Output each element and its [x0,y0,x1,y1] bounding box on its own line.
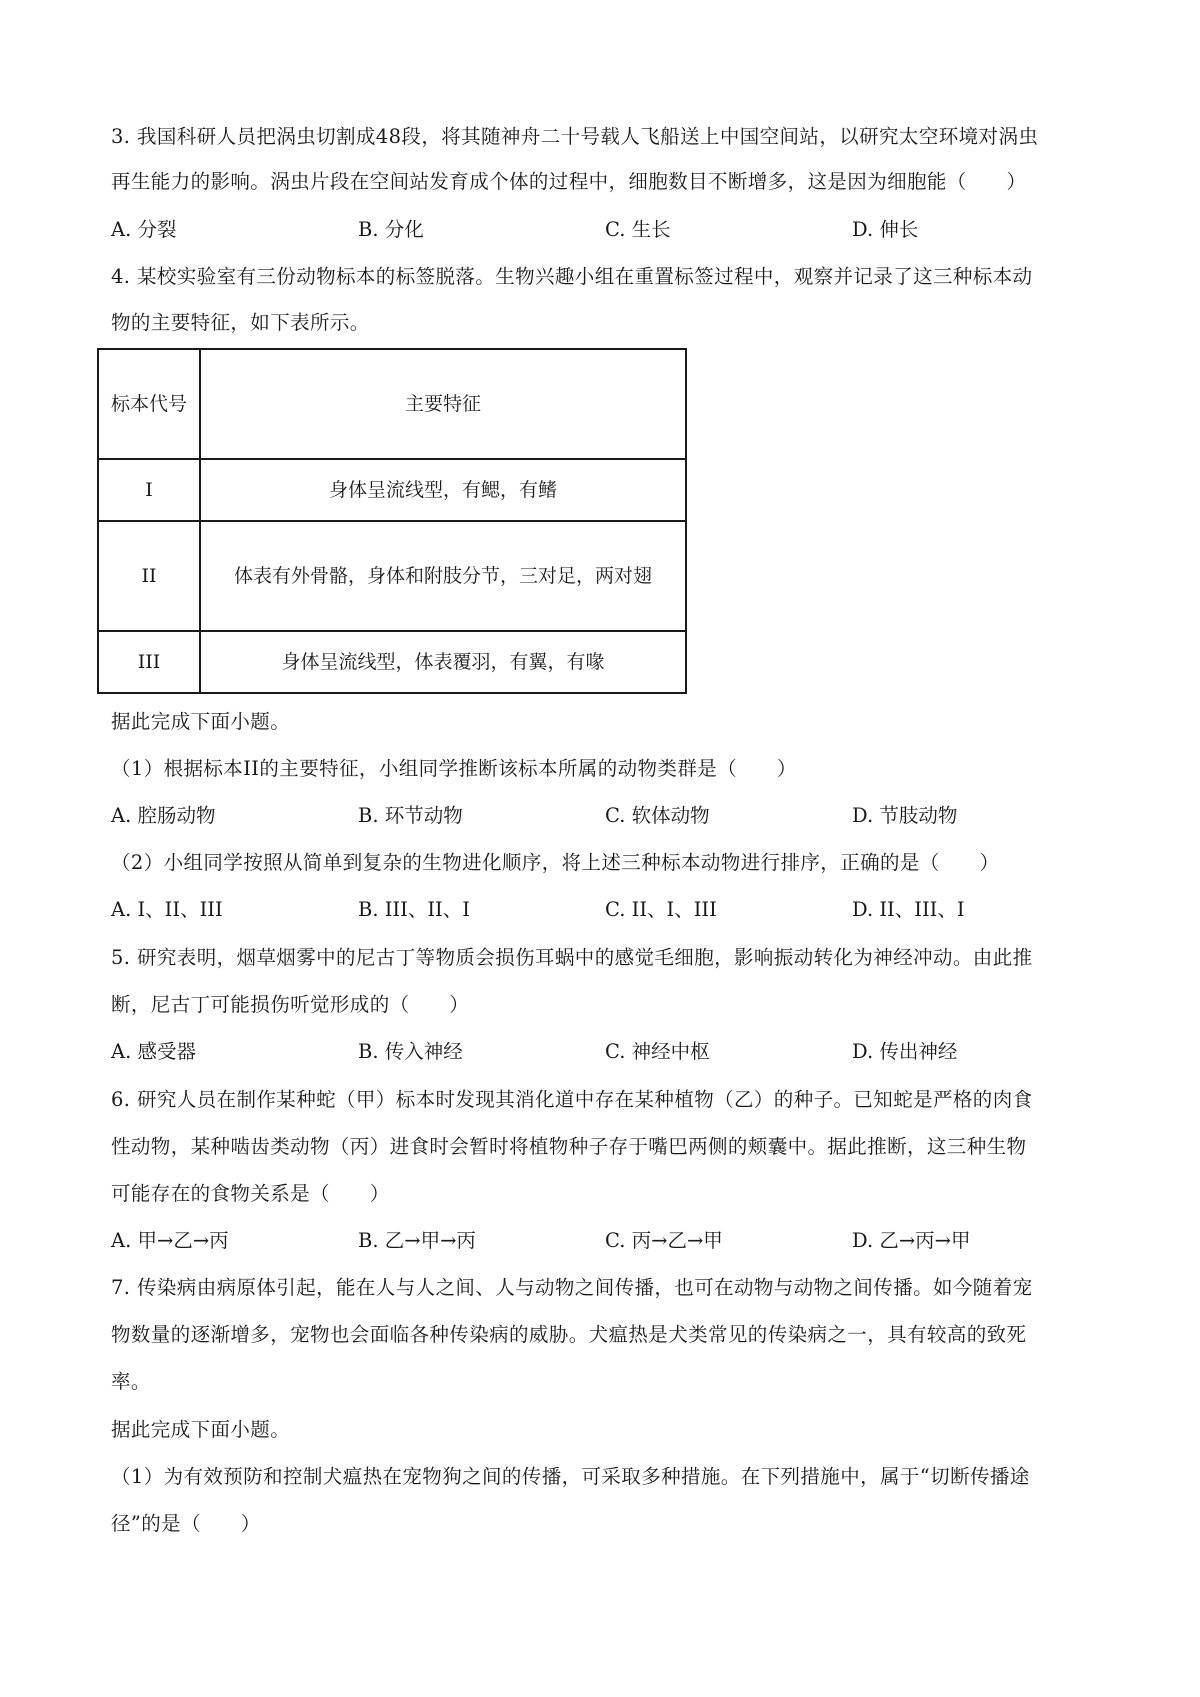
q4-sub1-option-a[interactable]: A. 腔肠动物 [111,804,216,827]
table-cell-code: III [98,631,200,693]
table-cell-code: II [98,521,200,631]
q7-sub1-stem-line-1: （1）为有效预防和控制犬瘟热在宠物狗之间的传播，可采取多种措施。在下列措施中，属于“切断传播途 [111,1465,1030,1488]
q6-option-c[interactable]: C. 丙→乙→甲 [605,1229,723,1252]
q4-sub1-option-c[interactable]: C. 软体动物 [605,804,710,827]
q4-instruction: 据此完成下面小题。 [111,710,291,733]
q3-option-a[interactable]: A. 分裂 [111,218,177,241]
q7-stem-line-2: 物数量的逐渐增多，宠物也会面临各种传染病的威胁。犬瘟热是犬类常见的传染病之一，具有较高的致死 [111,1323,1027,1346]
q3-option-b[interactable]: B. 分化 [358,218,424,241]
q5-option-c[interactable]: C. 神经中枢 [605,1040,710,1063]
table-cell-code: I [98,459,200,521]
specimen-table [97,348,687,694]
q5-stem-line-2: 断，尼古丁可能损伤听觉形成的（ ） [111,993,470,1016]
table-header-code: 标本代号 [98,349,200,459]
q6-option-d[interactable]: D. 乙→丙→甲 [852,1229,971,1252]
table-row [98,631,686,693]
q6-stem-line-3: 可能存在的食物关系是（ ） [111,1182,390,1205]
q6-option-b[interactable]: B. 乙→甲→丙 [358,1229,476,1252]
q6-options [111,1229,1101,1253]
q5-option-b[interactable]: B. 传入神经 [358,1040,463,1063]
q6-stem-line-1: 6. 研究人员在制作某种蛇（甲）标本时发现其消化道中存在某种植物（乙）的种子。已知蛇是严格的肉食 [111,1088,1033,1111]
q3-option-c[interactable]: C. 生长 [605,218,671,241]
q4-stem-line-1: 4. 某校实验室有三份动物标本的标签脱落。生物兴趣小组在重置标签过程中，观察并记录了这三种标本动 [111,265,1033,288]
q3-options [111,218,1101,242]
q5-options [111,1040,1101,1064]
table-header-feature: 主要特征 [200,349,686,459]
q4-sub1-stem: （1）根据标本II的主要特征，小组同学推断该标本所属的动物类群是（ ） [111,757,797,780]
q3-option-d[interactable]: D. 伸长 [852,218,919,241]
table-row [98,459,686,521]
q4-sub2-stem: （2）小组同学按照从简单到复杂的生物进化顺序，将上述三种标本动物进行排序，正确的是（ ） [111,851,1000,874]
table-cell-feature: 体表有外骨骼，身体和附肢分节，三对足，两对翅 [200,521,686,631]
q6-stem-line-2: 性动物，某种啮齿类动物（丙）进食时会暂时将植物种子存于嘴巴两侧的颊囊中。据此推断，这三种生物 [111,1135,1027,1158]
q4-sub2-option-c[interactable]: C. II、I、III [605,898,717,921]
q7-instruction: 据此完成下面小题。 [111,1418,291,1441]
q5-option-d[interactable]: D. 传出神经 [852,1040,958,1063]
q5-stem-line-1: 5. 研究表明，烟草烟雾中的尼古丁等物质会损伤耳蜗中的感觉毛细胞，影响振动转化为神经冲动。由此推 [111,946,1033,969]
q4-sub2-option-d[interactable]: D. II、III、I [852,898,965,921]
q4-stem-line-2: 物的主要特征，如下表所示。 [111,311,370,334]
q4-sub1-options [111,804,1101,828]
table-header-row [98,349,686,459]
q4-sub2-option-a[interactable]: A. I、II、III [111,898,223,921]
q4-sub1-option-b[interactable]: B. 环节动物 [358,804,463,827]
q7-stem-line-3: 率。 [111,1370,151,1393]
table-cell-feature: 身体呈流线型，有鳃，有鳍 [200,459,686,521]
q5-option-a[interactable]: A. 感受器 [111,1040,196,1063]
q4-sub1-option-d[interactable]: D. 节肢动物 [852,804,958,827]
table-row [98,521,686,631]
q3-stem-line-2: 再生能力的影响。涡虫片段在空间站发育成个体的过程中，细胞数目不断增多，这是因为细胞能（ ） [111,170,1027,193]
q7-sub1-stem-line-2: 径”的是（ ） [111,1512,261,1535]
q6-option-a[interactable]: A. 甲→乙→丙 [111,1229,229,1252]
q4-sub2-option-b[interactable]: B. III、II、I [358,898,470,921]
table-cell-feature: 身体呈流线型，体表覆羽，有翼，有喙 [200,631,686,693]
q7-stem-line-1: 7. 传染病由病原体引起，能在人与人之间、人与动物之间传播，也可在动物与动物之间传播。如今随着宠 [111,1276,1033,1299]
q4-sub2-options [111,898,1101,922]
q3-stem-line-1: 3. 我国科研人员把涡虫切割成48段，将其随神舟二十号载人飞船送上中国空间站，以研究太空环境对涡虫 [111,125,1039,148]
